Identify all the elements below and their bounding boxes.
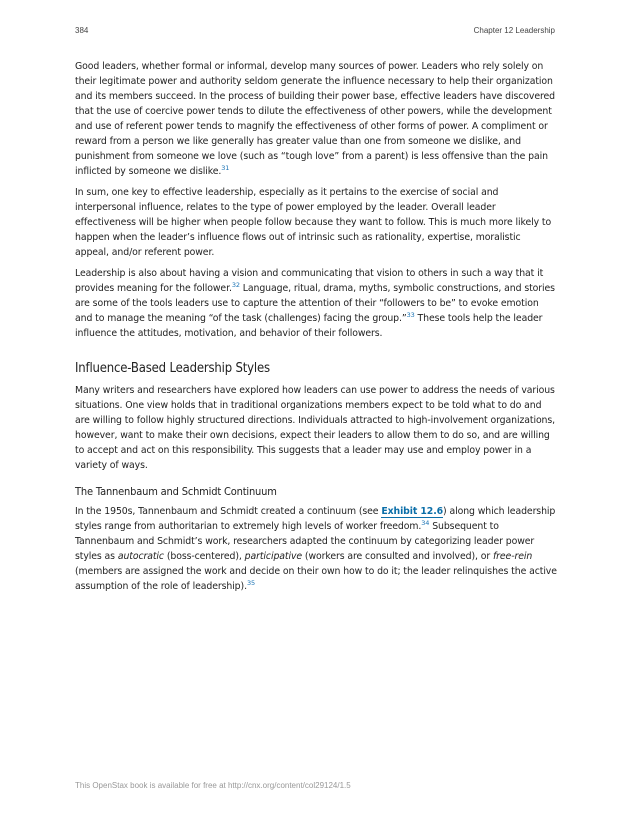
term-free-rein: free-rein — [492, 551, 533, 562]
page-header — [75, 26, 555, 38]
paragraph-text: These tools help the leader influence the attitudes, motivation, and behavior of their followers. — [75, 313, 543, 339]
page-number: 384 — [75, 26, 89, 35]
paragraph-text: Good leaders, whether formal or informal, develop many sources of power. Leaders who rely solely on their legitimate power and authority seldom generate the influence necessary to help their organization and its members succeed. In the process of building their power base, effective leaders have discovered that the use of coercive power tends to dilute the effectiveness of other powers, while the development and use of referent power tends to magnify the effectiveness of other forms of power. A compliment or reward from a person we like generally has greater value than one from someone we dislike, and punishment from someone we love (such as “tough love” from a parent) is less offensive than the pain inflicted by someone we dislike. — [75, 61, 555, 177]
footnote-ref-35[interactable]: 35 — [246, 578, 256, 587]
page-footer: This OpenStax book is available for free at http://cnx.org/content/col29124/1.5 — [75, 781, 351, 790]
paragraph-text: Language, ritual, drama, myths, symbolic constructions, and stories are some of the tools leaders use to capture the attention of their “followers to be” to evoke emotion and to manage the meaning “of the task (challenges) facing the group.” — [75, 283, 555, 324]
footnote-ref-33[interactable]: 33 — [406, 310, 415, 319]
chapter-title: Chapter 12 Leadership — [473, 26, 555, 35]
term-participative: participative — [244, 551, 303, 562]
paragraph-influence-styles — [75, 383, 557, 473]
paragraph-text: ) along which leadership styles range from authoritarian to extremely high levels of worker freedom. — [75, 506, 556, 532]
section-heading: Influence-Based Leadership Styles — [75, 361, 270, 376]
paragraph-effectiveness — [75, 185, 557, 260]
term-autocratic: autocratic — [117, 551, 164, 562]
footnote-ref-34[interactable]: 34 — [421, 518, 430, 527]
paragraph-text: (boss-centered), — [163, 551, 245, 562]
footnote-ref-31[interactable]: 31 — [221, 163, 230, 172]
paragraph-text: In the 1950s, Tannenbaum and Schmidt created a continuum (see — [75, 506, 382, 517]
paragraph-text: Many writers and researchers have explored how leaders can use power to address the needs of various situations. One view holds that in traditional organizations members expect to be told what to do and are willing to follow highly structured directions. Individuals attracted to high-involvement organizations, however, want to make their own decisions, expect their leaders to allow them to do so, and are willing to accept and act on this responsibility. This suggests that a leader may use and employ power in a variety of ways. — [75, 385, 556, 471]
subsection-heading: The Tannenbaum and Schmidt Continuum — [75, 485, 277, 498]
paragraph-text: Subsequent to Tannenbaum and Schmidt’s work, researchers adapted the continuum by categorizing leader power styles as — [75, 521, 535, 562]
paragraph-text: Leadership is also about having a vision and communicating that vision to others in such a way that it provides meaning for the follower. — [75, 268, 544, 294]
paragraph-text: (members are assigned the work and decide on their own how to do it; the leader relinquishes the active assumption of the role of leadership). — [75, 566, 557, 592]
paragraph-text: (workers are consulted and involved), or — [302, 551, 493, 562]
page-content — [75, 59, 557, 600]
paragraph-continuum — [75, 504, 557, 594]
paragraph-power-sources — [75, 59, 557, 179]
paragraph-vision — [75, 266, 557, 341]
exhibit-link[interactable]: Exhibit 12.6 — [381, 506, 444, 517]
footnote-ref-32[interactable]: 32 — [231, 280, 240, 289]
paragraph-text: In sum, one key to effective leadership, especially as it pertains to the exercise of social and interpersonal influence, relates to the type of power employed by the leader. Overall leader effectiveness will be higher when people follow because they want to follow. This is much more likely to happen when the leader’s influence flows out of intrinsic such as rationality, expertise, moralistic appeal, and/or referent power. — [75, 187, 552, 258]
